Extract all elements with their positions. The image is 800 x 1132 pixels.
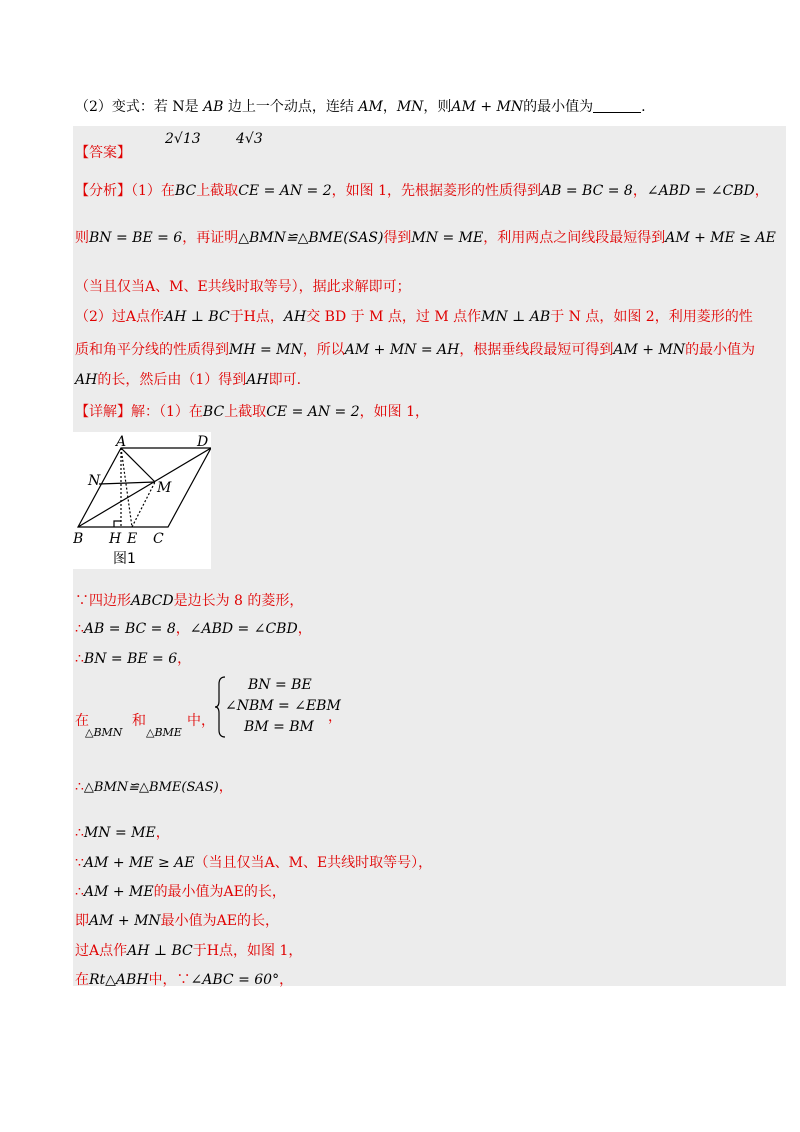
detail-line-9: 即AM + MN最小值为AE的长，: [75, 913, 280, 929]
detail-and-label: 和: [132, 713, 146, 729]
detail-in-label: 在: [75, 713, 89, 729]
detail-line-6: ∴MN = ME，: [75, 825, 170, 841]
detail-line-1: 【详解】解：（1）在BC上截取CE = AN = 2，如图 1，: [75, 404, 430, 420]
answer-value-1: 2√13: [165, 131, 201, 147]
answer-blank: [593, 98, 641, 113]
segment-ae: [121, 448, 132, 527]
label-d: D: [197, 434, 209, 450]
detail-line-10: 过A点作AH ⊥ BC于H点，如图 1，: [75, 943, 303, 959]
rhombus-diagram: [73, 432, 211, 569]
figure-caption: 图1: [113, 551, 136, 567]
system-eq-1: BN = BE: [248, 677, 312, 693]
answer-value-2: 4√3: [236, 131, 263, 147]
detail-line-3: ∴AB = BC = 8，∠ABD = ∠CBD，: [75, 621, 312, 637]
triangle-bmn: △BMN: [85, 726, 123, 739]
detail-line-11: 在Rt△ABH中，∵∠ABC = 60°，: [75, 972, 294, 988]
segment-nm: [99, 482, 155, 484]
detail-middle-label: 中，: [187, 713, 215, 729]
label-m: M: [157, 480, 172, 496]
analysis-line-2: 则BN = BE = 6，再证明△BMN≌△BME(SAS)得到MN = ME，利用两点之间线段最短得到AM + ME ≥ AE: [75, 230, 776, 246]
label-n: N: [88, 473, 101, 489]
label-b: B: [73, 531, 84, 547]
analysis-line-1: 【分析】（1）在BC上截取CE = AN = 2，如图 1，先根据菱形的性质得到AB = BC = 8，∠ABD = ∠CBD，: [75, 183, 769, 199]
triangle-bme: △BME: [146, 726, 182, 739]
segment-am: [121, 448, 155, 482]
analysis-line-6: AH的长，然后由（1）得到AH即可.: [75, 372, 302, 388]
detail-line-8: ∴AM + ME的最小值为AE的长，: [75, 884, 286, 900]
system-eq-2: ∠NBM = ∠EBM: [225, 698, 341, 714]
figure-1: [73, 432, 211, 569]
answer-label: 【答案】: [75, 145, 131, 161]
label-h: H: [109, 531, 122, 547]
label-e: E: [127, 531, 138, 547]
question-line: （2）变式：若 N是 AB 边上一个动点，连结 AM，MN，则AM + MN的最小值为 .: [75, 99, 646, 115]
analysis-line-5: 质和角平分线的性质得到MH = MN，所以AM + MN = AH，根据垂线段最短可得到AM + MN的最小值为: [75, 342, 756, 358]
label-c: C: [153, 531, 164, 547]
detail-line-4: ∴BN = BE = 6，: [75, 651, 192, 667]
system-comma: ，: [328, 709, 342, 725]
label-a: A: [116, 434, 127, 450]
analysis-line-3: （当且仅当A、M、E共线时取等号），据此求解即可；: [75, 279, 411, 295]
detail-line-5: ∴△BMN≌△BME(SAS)，: [75, 779, 233, 795]
detail-line-2: ∵四边形ABCD是边长为 8 的菱形，: [75, 593, 304, 609]
detail-line-7: ∵AM + ME ≥ AE（当且仅当A、M、E共线时取等号），: [75, 855, 433, 871]
right-angle-mark: [114, 521, 121, 527]
system-eq-3: BM = BM: [244, 719, 314, 735]
analysis-line-4: （2）过A点作AH ⊥ BC于H点，AH交 BD 于 M 点，过 M 点作MN ⊥ AB于 N 点，如图 2，利用菱形的性: [75, 309, 753, 325]
